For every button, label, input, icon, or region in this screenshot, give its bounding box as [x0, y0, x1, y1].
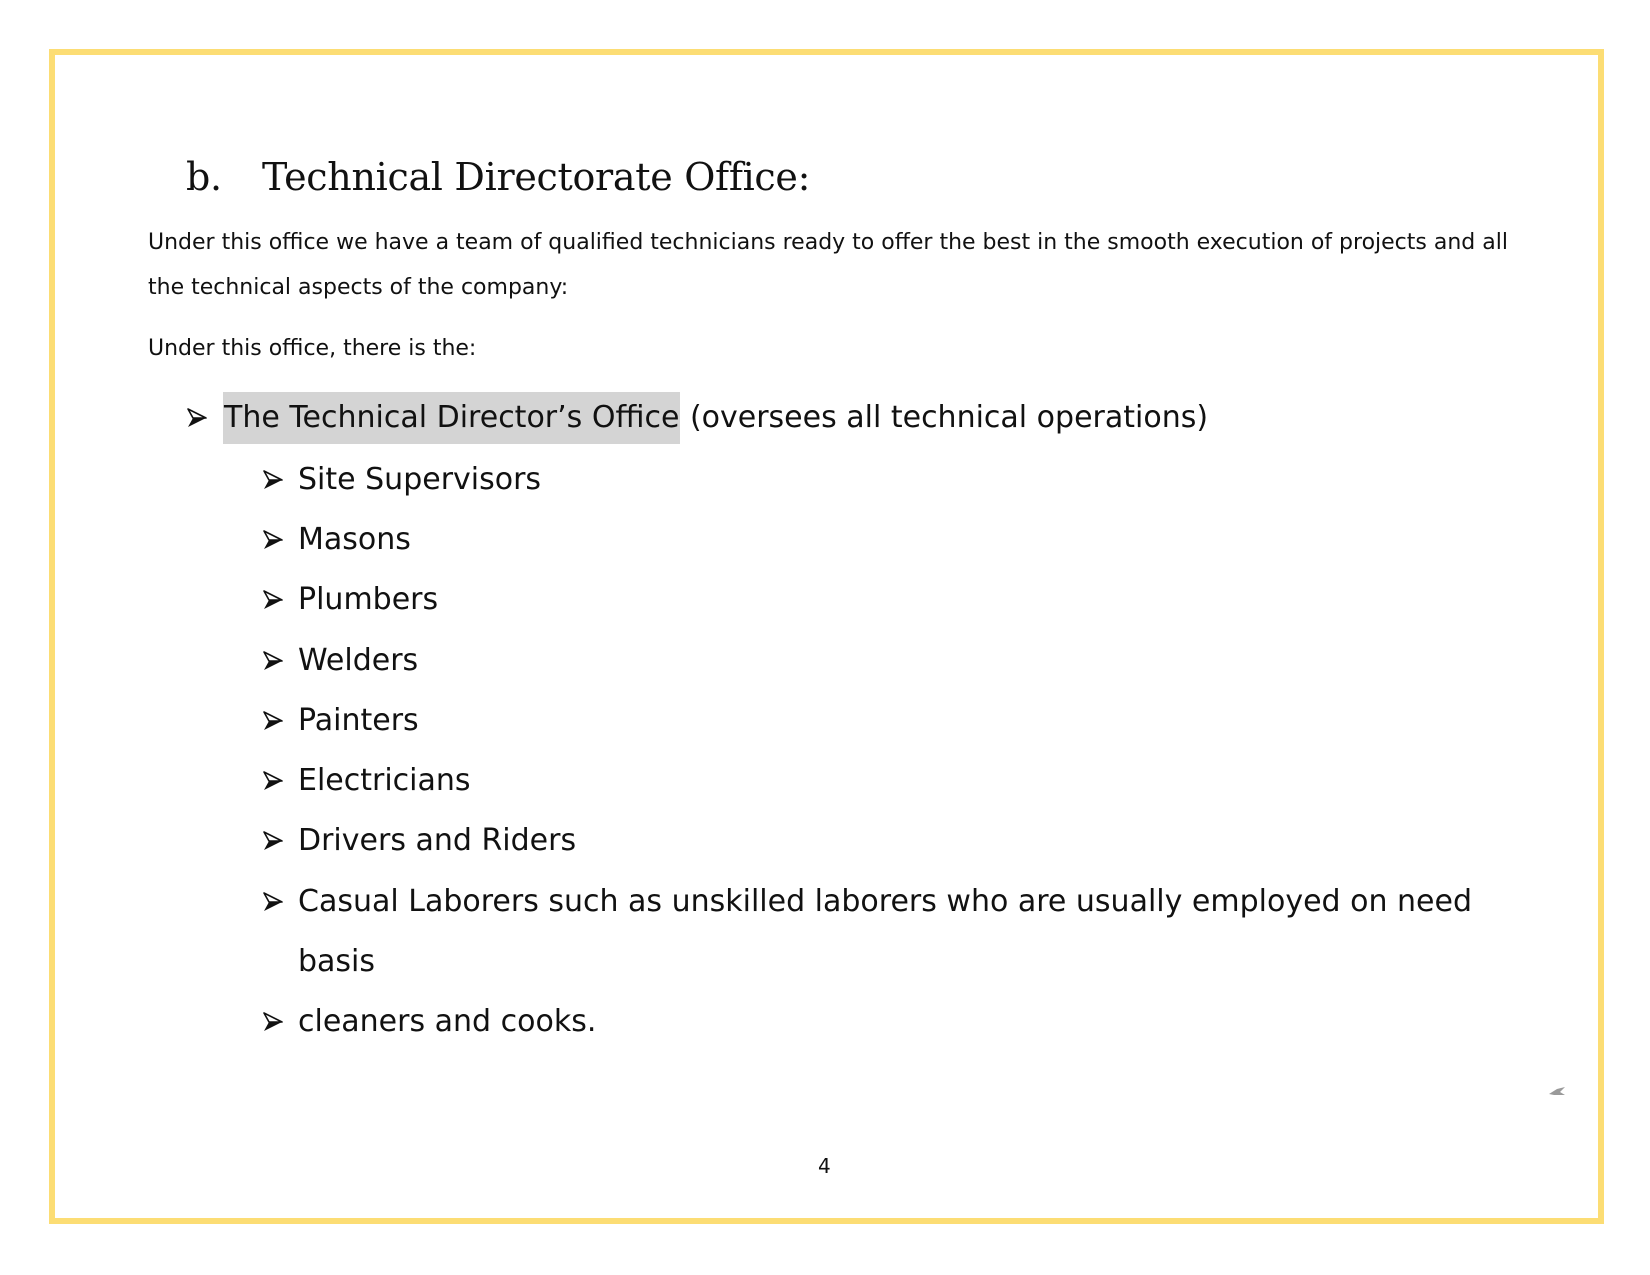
list-item-text: Painters [298, 703, 419, 738]
arrowhead-bullet-icon [262, 469, 284, 491]
list-item-text: Masons [298, 522, 411, 557]
arrowhead-bullet-icon [262, 891, 284, 913]
intro-paragraph: Under this office we have a team of qualified technicians ready to offer the best in the smooth execution of projects and all the technical aspects of the company: [148, 230, 1508, 300]
highlighted-text: The Technical Director’s Office [223, 392, 680, 444]
section-letter: b. [186, 155, 222, 199]
arrowhead-bullet-icon [262, 1011, 284, 1033]
arrowhead-bullet-icon [186, 407, 208, 429]
page-number: 4 [818, 1154, 831, 1178]
arrowhead-bullet-icon [262, 589, 284, 611]
section-heading [186, 150, 810, 204]
lead-in-text: Under this office, there is the: [148, 336, 477, 361]
corner-mark-icon [1548, 1082, 1566, 1094]
list-item-text: Drivers and Riders [298, 823, 577, 858]
main-item-rest: (oversees all technical operations) [680, 400, 1209, 435]
list-item-text: Casual Laborers such as unskilled laborers who are usually employed on need basis [298, 884, 1472, 979]
list-item-text: cleaners and cooks. [298, 1004, 597, 1039]
arrowhead-bullet-icon [262, 650, 284, 672]
arrowhead-bullet-icon [262, 830, 284, 852]
arrowhead-bullet-icon [262, 710, 284, 732]
section-title: Technical Directorate Office: [262, 155, 811, 199]
list-item-text: Site Supervisors [298, 462, 542, 497]
arrowhead-bullet-icon [262, 529, 284, 551]
arrowhead-bullet-icon [262, 770, 284, 792]
list-item-text: Electricians [298, 763, 471, 798]
list-item-text: Welders [298, 643, 419, 678]
main-item-text [223, 398, 1208, 438]
list-item-text: Plumbers [298, 582, 439, 617]
